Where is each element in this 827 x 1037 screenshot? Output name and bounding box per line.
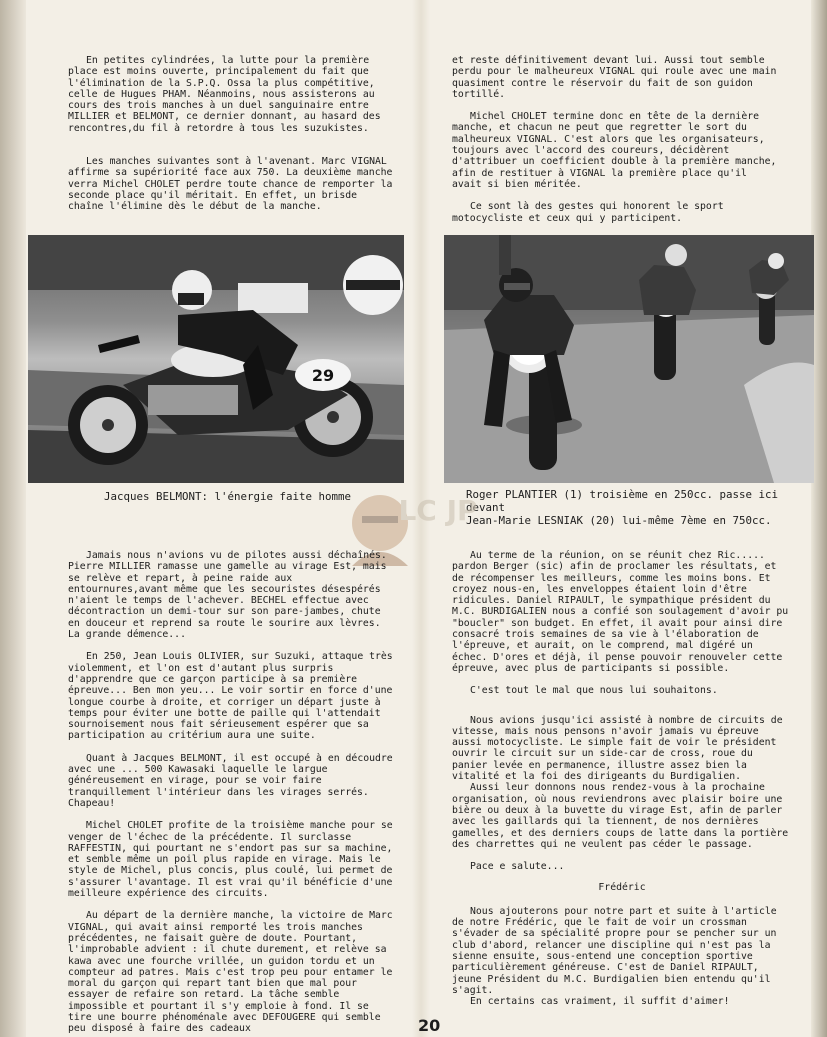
watermark-text: LC JP (398, 494, 478, 527)
photo-plantier-lesniak (444, 235, 814, 483)
paragraph: Jamais nous n'avions vu de pilotes aussi déchaînés. Pierre MILLIER ramasse une gamelle au virage Est, mais se relève et repart, à peine raide aux entournures,avant même que les secouristes désespérés n'aient le temps de l'achever. BECHEL effectue avec décontraction un demi-tour sur son pare-jambes, chute en douceur et reprend sa route le sourire aux lèvres. La grande démence... (68, 550, 387, 641)
page-left-edge (0, 0, 26, 1037)
paragraph: Pace e salute... (470, 861, 565, 873)
paragraph: Au terme de la réunion, on se réunit chez Ric..... pardon Berger (sic) afin de proclamer les résultats, et de récompenser les meilleurs, comme les moins bons. Et croyez nous-en, les enveloppes étaient loin d'être ridicules. Daniel RIPAULT, le sympathique président du M.C. BURDIGALIEN nous a confié son soulagement d'avoir pu "boucler" son budget. En effet, il avait pour ainsi dire consacré trois semaines de sa vie à l'élaboration de l'épreuve, et aurait, on le comprend, mal digéré un échec. D'ores et déjà, il pense pouvoir renouveler cette épreuve, avec plus de participants si possible. (452, 550, 789, 674)
paragraph: En 250, Jean Louis OLIVIER, sur Suzuki, attaque très violemment, et l'on est d'autant plus surpris d'apprendre que ce garçon participe à sa première épreuve... Ben mon yeu... Le voir sortir en force d'une longue courbe à droite, et corriger un départ juste à temps pour éviter une botte de paille qui l'attendait sournoisement nous fait sérieusement espérer que sa participation au critérium aura une suite. (68, 651, 393, 742)
racing-photo (444, 235, 814, 483)
paragraph: En petites cylindrées, la lutte pour la première place est moins ouverte, principalement du fait que l'élimination de la S.P.Q. Ossa la plus compétitive, celle de Hugues PHAM. Néanmoins, nous assisterons au cours des trois manches à un duel sanguinaire entre MILLIER et BELMONT, ce dernier donnant, au hasard des rencontres,du fil à retordre à tous les suzukistes. (68, 55, 381, 134)
photo-left-caption: Jacques BELMONT: l'énergie faite homme (104, 490, 352, 503)
paragraph: et reste définitivement devant lui. Aussi tout semble perdu pour le malheureux VIGNAL qui roule avec une main quasiment contre le réservoir du fait de son guidon tortillé. (452, 55, 777, 100)
left-column-bottom (68, 550, 398, 1037)
paragraph: Nous avions jusqu'ici assisté à nombre de circuits de vitesse, mais nous pensons n'avoir jamais vu épreuve aussi motocycliste. Le simple fait de voir le président ouvrir le circuit sur un side-car de cross, roue du panier levée en permanence, illustre assez bien la vitalité et la foi des dirigeants du Burdigalien. (452, 714, 783, 783)
photo-right-caption-line1: Roger PLANTIER (1) troisième en 250cc. passe ici devant (466, 488, 779, 514)
paragraph: Quant à Jacques BELMONT, il est occupé à en découdre avec une ... 500 Kawasaki laquelle le largue généreusement en virage, pour se voir faire tranquillement l'intérieur dans les virages serrés. Chapeau! (68, 752, 393, 809)
paragraph: Michel CHOLET termine donc en tête de la dernière manche, et chacun ne peut que regretter le sort du malheureux VIGNAL. C'est alors que les organisateurs, toujours avec l'accord des coureurs, décidèrent d'attribuer un coefficient double à la première manche, afin de restituer à VIGNAL la première place qu'il avait si bien méritée. (452, 111, 777, 190)
paragraph: Au départ de la dernière manche, la victoire de Marc VIGNAL, qui avait ainsi remporté les trois manches précédentes, ne faisait guère de doute. Pourtant, l'improbable advient : il chute durement, et relève sa kawa avec une fourche vrillée, un guidon tordu et un compteur ad patres. Mais c'est trop peu pour entamer le moral du garçon qui repart tant bien que mal pour essayer de refaire son retard. La tâche semble impossible et pourtant il s'y emploie à fond. Il se tire une bourre phénoménale avec DEFOUGERE qui semble peu disposé à faire des cadeaux (68, 910, 393, 1035)
paragraph: En certains cas vraiment, il suffit d'aimer! (470, 996, 730, 1008)
photo-belmont (28, 235, 404, 483)
paragraph: Ce sont là des gestes qui honorent le sport motocycliste et ceux qui y participent. (452, 201, 724, 224)
right-column-top (452, 55, 782, 235)
paragraph: Nous ajouterons pour notre part et suite à l'article de notre Frédéric, que le fait de voir un crossman s'évader de sa spécialité propre pour se pencher sur un club d'abord, relancer une discipline qui n'est pas la sienne ensuite, sous-entend une conception sportive particulièrement généreuse. C'est de Daniel RIPAULT, jeune Président du M.C. Burdigalien bien entendu qu'il s'agit. (452, 905, 777, 996)
paragraph: C'est tout le mal que nous lui souhaitons. (470, 685, 718, 697)
photo-right-caption-line2: Jean-Marie LESNIAK (20) lui-même 7ème en 750cc. (466, 514, 772, 527)
photo-right-caption (466, 488, 816, 527)
signature: Frédéric (598, 882, 646, 894)
paragraph: Aussi leur donnons nous rendez-vous à la prochaine organisation, où nous reviendrons avec plaisir boire une bière ou deux à la buvette du virage Est, afin de parler avec les gaillards qui la tiennent, de nos dernières gamelles, et des derniers coups de latte dans la portière des charrettes qui ne veulent pas céder le passage. (452, 782, 789, 850)
page-number: 20 (418, 1016, 441, 1035)
right-column-bottom (452, 550, 792, 1018)
left-column-top (68, 55, 396, 224)
motorcycle-rider-photo (28, 235, 404, 483)
paragraph: Michel CHOLET profite de la troisième manche pour se venger de l'échec de la précédente. Il surclasse RAFFESTIN, qui pourtant ne s'endort pas sur sa machine, et semble même un poil plus rapide en virage. Mais le style de Michel, plus concis, plus coulé, lui permet de s'assurer l'avantage. Il est vrai qu'il bénéficie d'une meilleure expérience des circuits. (68, 820, 393, 900)
paragraph: Les manches suivantes sont à l'avenant. Marc VIGNAL affirme sa supériorité face aux 750. La deuxième manche verra Michel CHOLET perdre toute chance de remporter la seconde place qu'il méritait. En effet, un brisde chaîne l'élimine dès le début de la manche. (68, 156, 393, 213)
race-number-29: 29 (311, 366, 335, 385)
